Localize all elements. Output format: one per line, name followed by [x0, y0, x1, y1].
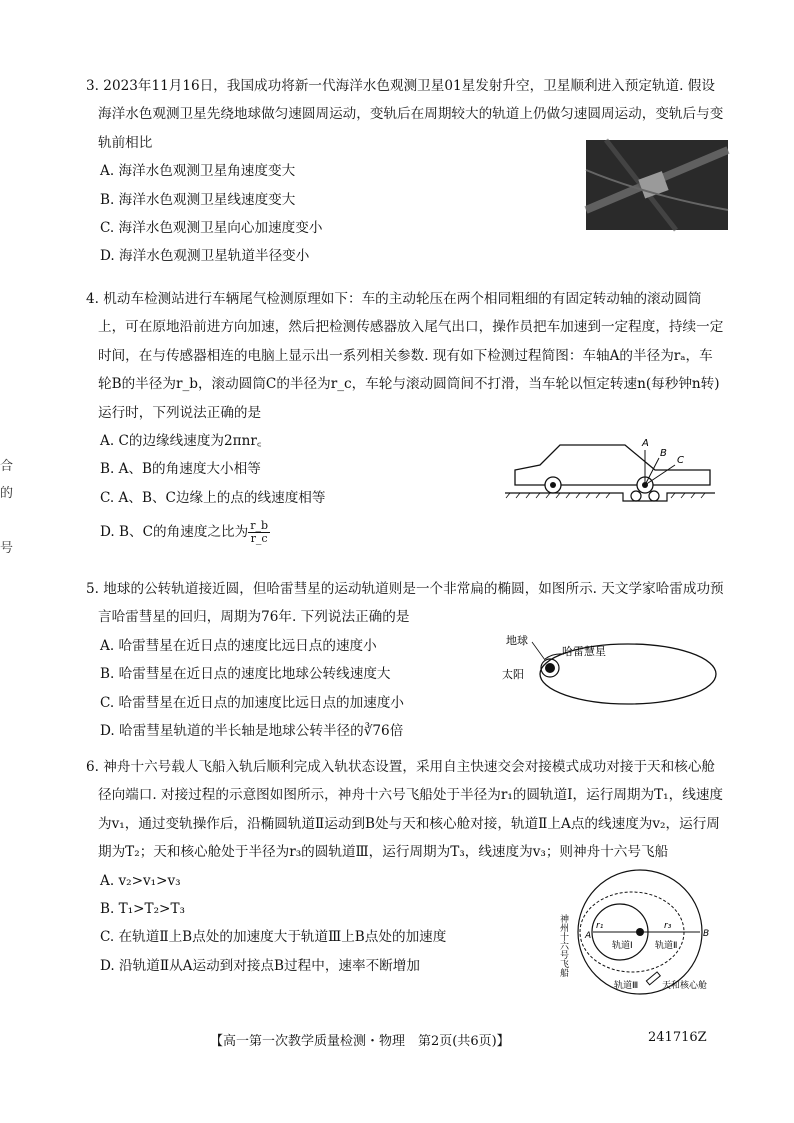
option-b: B. 哈雷彗星在近日点的速度比地球公转线速度大 — [100, 666, 391, 683]
car-test-figure — [505, 430, 715, 505]
satellite-photo — [586, 140, 728, 230]
margin-mark: 号 — [0, 541, 14, 556]
option-a: A. C的边缘线速度为2πnr꜀ — [100, 433, 262, 450]
option-c: C. 海洋水色观测卫星向心加速度变小 — [100, 220, 323, 237]
question-stem: 5. 地球的公转轨道接近圆，但哈雷彗星的运动轨道则是一个非常扁的椭圆，如图所示. 天文学家哈雷成功预言哈雷彗星的回归，周期为76年. 下列说法正确的是 — [86, 581, 724, 626]
footer-title: 【高一第一次教学质量检测・物理 第2页(共6页)】 — [210, 1034, 510, 1049]
option-d-text: D. B、C的角速度之比为 — [100, 524, 249, 541]
question-stem: 3. 2023年11月16日，我国成功将新一代海洋水色观测卫星01星发射升空，卫星顺利进入预定轨道. 假设海洋水色观测卫星先绕地球做匀速圆周运动，变轨后在周期较大的轨道上仍做匀速圆周运动，变轨后与变轨前相比 — [86, 78, 724, 151]
question-stem: 4. 机动车检测站进行车辆尾气检测原理如下：车的主动轮压在两个相同粗细的有固定转动轴的滚动圆筒上，可在原地沿前进方向加速，然后把检测传感器放入尾气出口，操作员把车加速到一定程度，持续一定时间，在与传感器相连的电脑上显示出一系列相关参数. 现有如下检测过程简图：车轴A的半径为rₐ，车轮B的半径为r_b，滚动圆筒C的半径为r_c，车轮与滚动圆筒间不打滑，当车轮以恒定转速n(每秒钟n转)运行时，下列说法正确的是 — [86, 291, 724, 421]
ratio-denominator: r_c — [250, 532, 268, 546]
option-b: B. A、B的角速度大小相等 — [100, 461, 261, 478]
station-icon — [646, 972, 660, 985]
footer-code: 241716Z — [648, 1030, 707, 1045]
docking-orbit-figure — [560, 872, 730, 1002]
label-a: A — [642, 438, 649, 449]
label-b: B — [660, 448, 667, 459]
option-c: C. A、B、C边缘上的点的线速度相等 — [100, 489, 326, 506]
label-earth: 地球 — [506, 634, 528, 647]
margin-mark: 的 — [0, 486, 14, 501]
label-point-b: B — [703, 929, 710, 939]
question-4 — [86, 285, 726, 552]
label-r3: r₃ — [664, 921, 672, 931]
question-stem: 6. 神舟十六号载人飞船入轨后顺利完成入轨状态设置，采用自主快速交会对接模式成功对接于天和核心舱径向端口. 对接过程的示意图如图所示，神舟十六号飞船处于半径为r₁的圆轨道Ⅰ，运行周期为T₁，线速度为v₁，通过变轨操作后，沿椭圆轨道Ⅱ运动到B处与天和核心舱对接，轨道Ⅱ上A点的线速度为v₂，运行周期为T₂；天和核心舱处于半径为r₃的圆轨道Ⅲ，运行周期为T₃，线速度为v₃；则神舟十六号飞船 — [86, 759, 724, 861]
option-d: D. 哈雷彗星轨道的半长轴是地球公转半径的∛76倍 — [100, 723, 404, 740]
option-d: D. 海洋水色观测卫星轨道半径变小 — [100, 248, 310, 265]
option-a: A. v₂>v₁>v₃ — [100, 872, 181, 889]
label-ship: 神州十六号飞船 — [558, 914, 568, 977]
option-b: B. T₁>T₂>T₃ — [100, 901, 185, 918]
option-d — [86, 512, 726, 552]
halley-orbit-figure — [498, 628, 720, 716]
label-orbit-2: 轨道Ⅱ — [655, 941, 678, 951]
label-c: C — [677, 455, 684, 466]
label-comet: 哈雷慧星 — [562, 645, 606, 658]
label-sun: 太阳 — [502, 668, 524, 681]
label-orbit-3: 轨道Ⅲ — [614, 981, 639, 991]
label-point-a: A — [585, 931, 592, 941]
label-r1: r₁ — [596, 921, 604, 931]
label-orbit-1: 轨道Ⅰ — [612, 941, 633, 951]
ratio-numerator: r_b — [250, 519, 269, 533]
option-a: A. 哈雷彗星在近日点的速度比远日点的速度小 — [100, 637, 377, 654]
option-b: B. 海洋水色观测卫星线速度变大 — [100, 191, 296, 208]
option-d: D. 沿轨道Ⅱ从A运动到对接点B过程中，速率不断增加 — [100, 957, 420, 974]
ratio-fraction — [248, 520, 270, 545]
margin-mark: 合 — [0, 459, 14, 474]
label-station: 天和核心舱 — [662, 981, 708, 991]
option-c: C. 在轨道Ⅱ上B点处的加速度大于轨道Ⅲ上B点处的加速度 — [100, 929, 447, 946]
option-c: C. 哈雷彗星在近日点的加速度比远日点的加速度小 — [100, 694, 405, 711]
option-a: A. 海洋水色观测卫星角速度变大 — [100, 163, 296, 180]
